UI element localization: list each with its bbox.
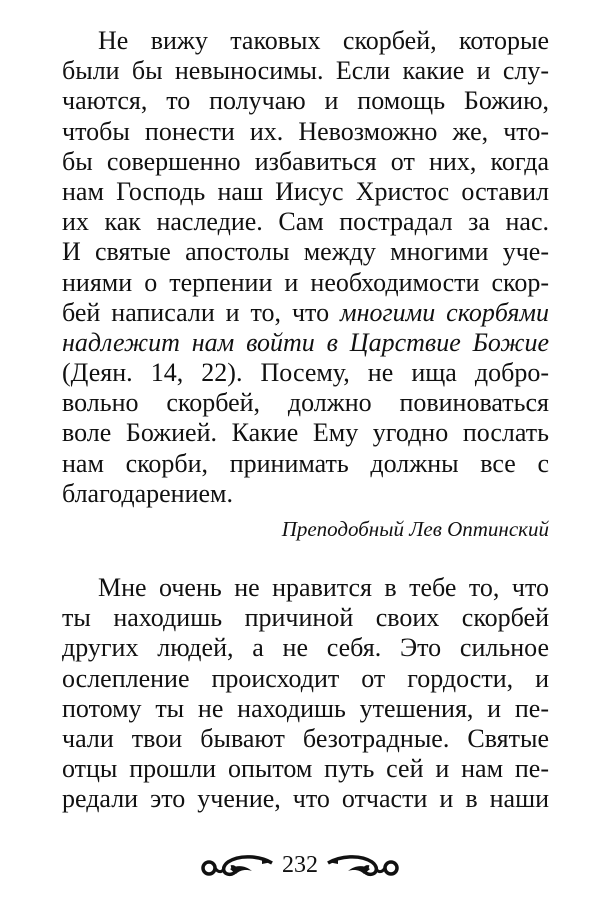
text-line — [62, 26, 549, 56]
text-segment: редали это учение, что отчасти и в наши — [62, 784, 549, 814]
text-segment: ты находишь причиной своих скорбей — [62, 603, 549, 633]
text-segment: были бы невыносимы. Если какие и слу- — [62, 56, 549, 86]
italic-quote: многими скорбями — [340, 297, 549, 327]
book-page — [62, 26, 549, 815]
text-segment: потому ты не находишь утешения, и пе- — [62, 693, 549, 723]
text-line — [62, 117, 549, 147]
text-line — [62, 694, 549, 724]
text-line — [62, 237, 549, 267]
text-line — [62, 664, 549, 694]
text-segment: бей написали и то, что — [62, 297, 341, 327]
text-line — [62, 86, 549, 116]
italic-quote: надлежит нам войти в Царствие Божие — [62, 327, 549, 357]
text-segment: чали твои бывают безотрадные. Святые — [62, 723, 549, 753]
text-segment: воле Божией. Какие Ему угодно послать — [62, 418, 549, 448]
text-line — [62, 784, 549, 814]
text-segment: нам Господь наш Иисус Христос оставил — [62, 176, 549, 206]
text-segment: нам скорби, принимать должны все с — [62, 448, 549, 478]
text-line — [62, 56, 549, 86]
text-line — [62, 177, 549, 207]
text-segment: ниями о терпении и необходимости скор- — [62, 267, 549, 297]
text-segment: вольно скорбей, должно повиноваться — [62, 388, 549, 418]
text-line — [62, 298, 549, 328]
paragraph-1 — [62, 26, 549, 509]
text-line — [62, 388, 549, 418]
text-line — [62, 633, 549, 663]
text-segment: И святые апостолы между многими уче- — [62, 237, 549, 267]
text-line — [62, 754, 549, 784]
text-line — [62, 207, 549, 237]
attribution: Преподобный Лев Оптинский — [281, 517, 549, 541]
text-segment: Мне очень не нравится в тебе то, что — [98, 573, 549, 602]
text-line — [62, 573, 549, 603]
text-segment: отцы прошли опытом путь сей и нам пе- — [62, 754, 549, 784]
text-line — [62, 147, 549, 177]
text-line — [62, 479, 549, 509]
right-flourish-icon — [326, 854, 400, 878]
text-line — [62, 268, 549, 298]
text-line — [62, 449, 549, 479]
text-segment: других людей, а не себя. Это сильное — [62, 633, 549, 663]
page-number: 232 — [282, 852, 318, 878]
text-segment: Не вижу таковых скорбей, которые — [98, 26, 549, 55]
text-line — [62, 358, 549, 388]
text-line — [62, 603, 549, 633]
text-line — [62, 418, 549, 448]
text-segment: ослепление происходит от гордости, и — [62, 663, 549, 693]
text-segment: благодарением. — [62, 478, 233, 508]
text-segment: (Деян. 14, 22). Посему, не ища добро- — [62, 358, 549, 388]
text-segment: их как наследие. Сам пострадал за нас. — [62, 207, 549, 237]
page-footer — [0, 852, 600, 879]
paragraph-2 — [62, 573, 549, 815]
text-segment: бы совершенно избавиться от них, когда — [62, 146, 549, 176]
text-line — [62, 328, 549, 358]
text-segment: чтобы понести их. Невозможно же, что- — [62, 116, 549, 146]
text-line — [62, 724, 549, 754]
left-flourish-icon — [200, 854, 274, 878]
text-segment: чаются, то получаю и помощь Божию, — [62, 86, 549, 116]
